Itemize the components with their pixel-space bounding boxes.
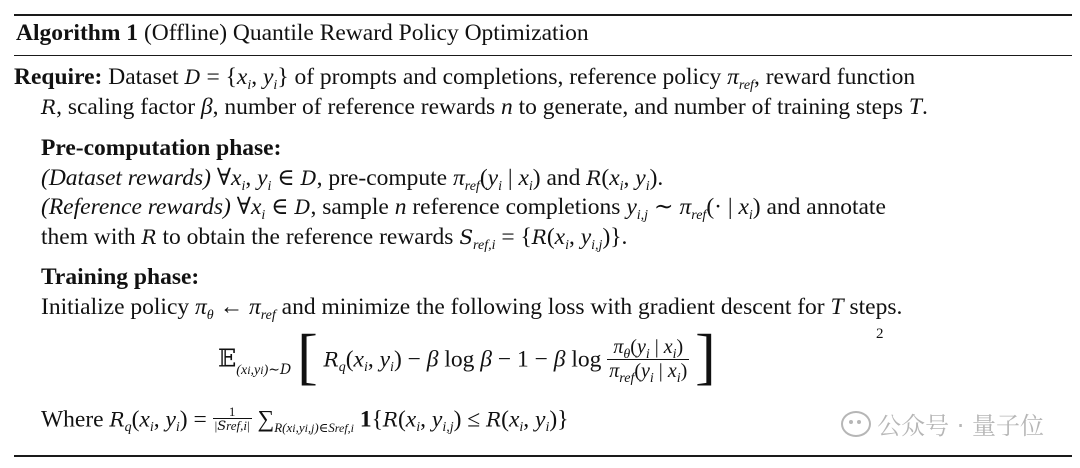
normalizer-fraction: $\frac{1}{\text{|Sref,i|}}$ bbox=[214, 404, 250, 434]
precomputation-heading: Pre-computation phase: bbox=[41, 135, 282, 161]
watermark bbox=[841, 406, 1044, 441]
dataset-rewards-line: (Dataset rewards) $\forall x_i$, $y_i$ ∈ D, pre-compute $\pi_{ref}(y_i$ | $x_i$) and $R(x_i$, $y_i$). bbox=[41, 165, 664, 194]
loss-equation: 𝔼$_{(xi,yi)\sim D}$ [ $R_q(x_i$, $y_i) - \beta$ log β − 1 − β log $\frac{\pi_\theta(y_i | x_i)}{\pi_{ref}(y_i | x_i)}$ ] bbox=[218, 323, 716, 391]
top-rule bbox=[14, 14, 1072, 16]
algorithm-name: (Offline) Quantile Reward Policy Optimization bbox=[143, 20, 589, 46]
bottom-rule bbox=[14, 455, 1072, 457]
algorithm-label: Algorithm 1 bbox=[16, 20, 139, 46]
policy-ratio-fraction: $\frac{\pi_\theta(y_i | x_i)}{\pi_{ref}(y_i | x_i)}$ bbox=[609, 335, 688, 386]
wechat-icon bbox=[841, 411, 871, 437]
require-line-2: R, scaling factor β, number of reference rewards n to generate, and number of training steps T. bbox=[41, 94, 928, 120]
training-init-line: Initialize policy $\pi_\theta$ ← $\pi_{ref}$ and minimize the following loss with gradient descent for T steps. bbox=[41, 294, 903, 323]
title-rule bbox=[14, 55, 1072, 56]
reference-rewards-line: (Reference rewards) $\forall x_i$ ∈ D, sample n reference completions $y_{i,j}$ ∼ $\pi_{ref}(\cdot$ | $x_i$) and annotate bbox=[41, 194, 886, 223]
require-label: Require: bbox=[14, 64, 103, 90]
watermark-text: 公众号 · 量子位 bbox=[877, 412, 1044, 440]
training-heading: Training phase: bbox=[41, 264, 200, 290]
algorithm-title bbox=[16, 22, 589, 46]
square-exponent: 2 bbox=[876, 326, 884, 342]
require-line-1: Require: Dataset $D = \{x_i$, $y_i$} of prompts and completions, reference policy $\pi_{ref}$, reward function bbox=[14, 64, 916, 93]
where-line: Where $R_q(x_i$, $y_i$) = $\frac{1}{\text{|Sref,i|}}$ $\sum_{R(xi,yi,j)\in Sref,i}$ $1\{R(x_i$, $y_{i,j}) \le R(x_i$, $y_i$)} bbox=[41, 404, 569, 436]
reference-rewards-line-2: them with R to obtain the reference rewards $S_{ref,i} = \{R(x_i$, $y_{i,j}$)}. bbox=[41, 224, 628, 253]
